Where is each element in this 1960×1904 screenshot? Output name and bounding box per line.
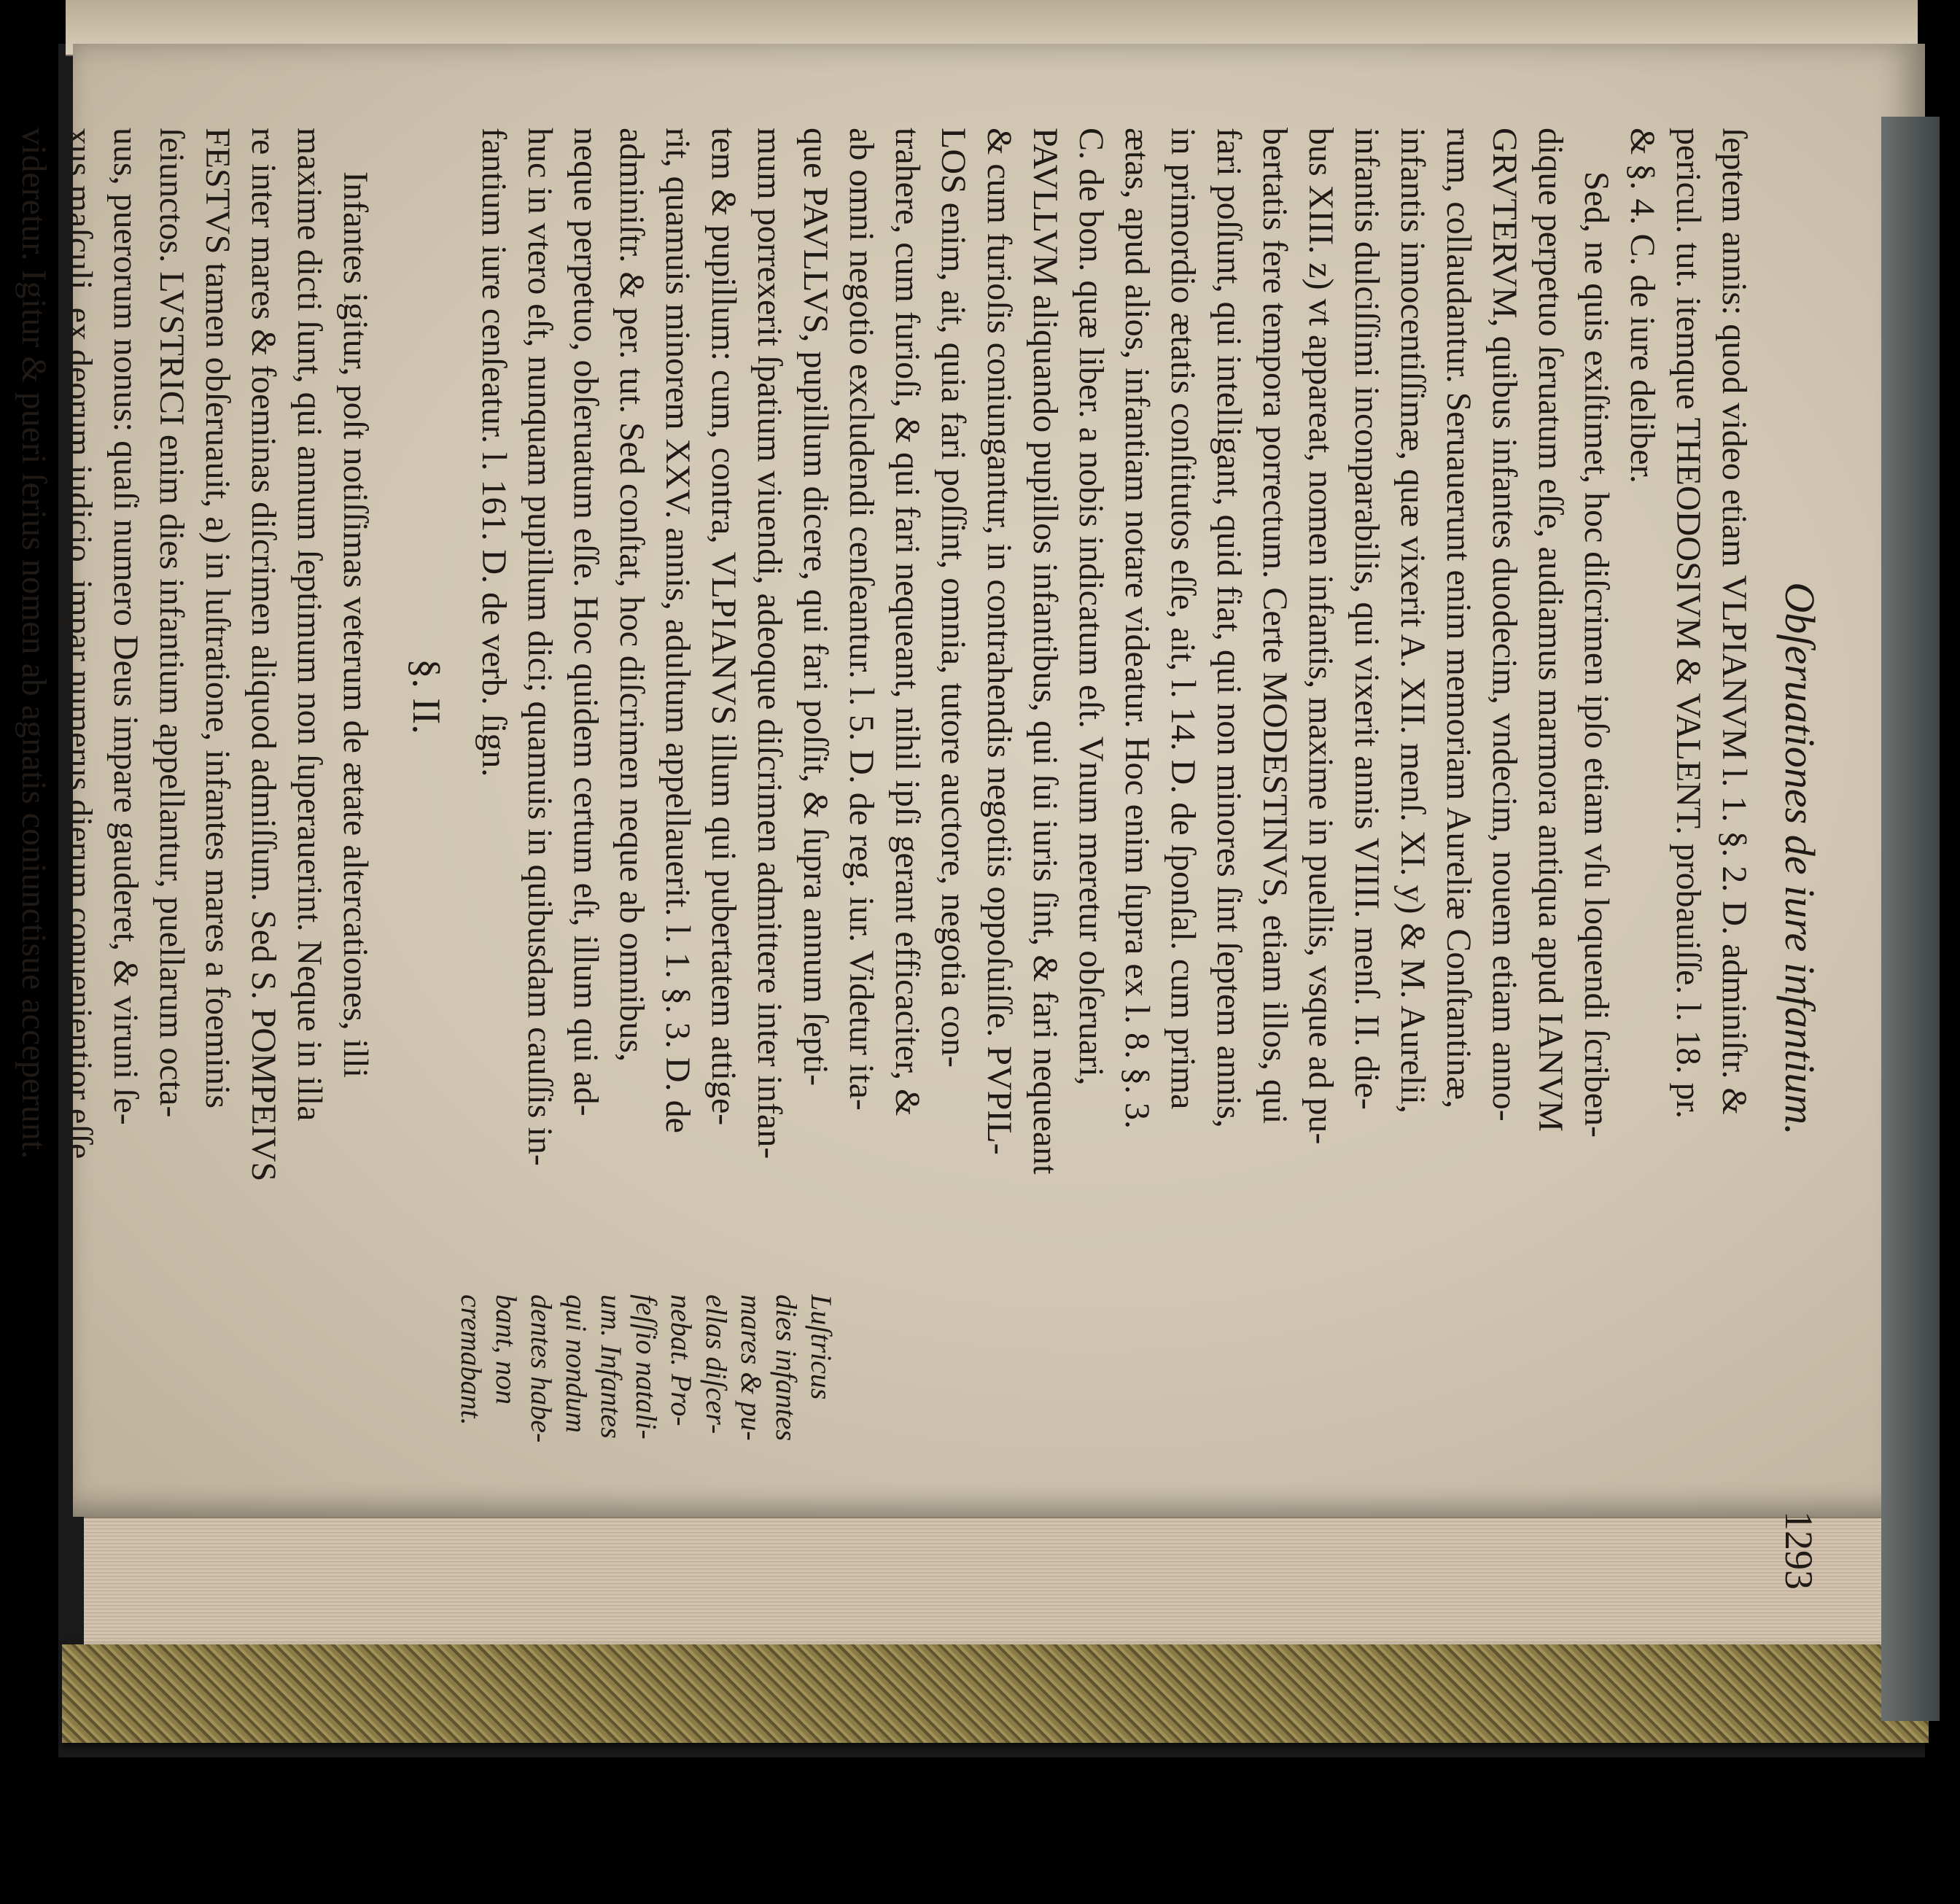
text-line: ætas, apud alios, infantiam notare videatur. Hoc enim ſupra ex l. 8. §. 3. bbox=[1118, 128, 1156, 1129]
section-heading: §. II. bbox=[405, 658, 448, 734]
margin-note-line: dies infantes bbox=[770, 1294, 803, 1442]
paragraph-block-one bbox=[471, 128, 1757, 1265]
text-line: que PAVLLVS, pupillum dicere, qui fari poſſit, & ſupra annum ſepti- bbox=[796, 128, 835, 1087]
margin-note-line: mares & pu- bbox=[735, 1294, 768, 1441]
text-line: tem & pupillum: cum, contra, VLPIANVS illum qui pubertatem attige- bbox=[704, 128, 743, 1126]
text-line: ab omni negotio excludendi cenſeantur. l. 5. D. de reg. iur. Videtur ita- bbox=[842, 128, 881, 1111]
text-line: adminiſtr. & per. tut. Sed conſtat, hoc diſcrimen neque ab omnibus, bbox=[612, 128, 651, 1062]
text-line: neque perpetuo, obſeruatum eſſe. Hoc quidem certum eſt, illum qui ad- bbox=[567, 128, 605, 1116]
margin-note-line: um. Infantes bbox=[595, 1294, 628, 1439]
text-line: GRVTERVM, quibus infantes duodecim, vndecim, nouem etiam anno- bbox=[1485, 128, 1524, 1122]
margin-note-line: feſſio natali- bbox=[630, 1294, 663, 1439]
margin-note-line: qui nondum bbox=[560, 1294, 593, 1433]
text-line: C. de bon. quæ liber. a nobis indicatum eſt. Vnum meretur obſeruari, bbox=[1072, 128, 1111, 1086]
page-number: 1293 bbox=[1777, 1511, 1821, 1590]
text-line: mum porrexerit ſpatium viuendi, adeoque diſcrimen admittere inter infan- bbox=[750, 128, 789, 1159]
margin-note-line: cremabant. bbox=[455, 1294, 488, 1426]
page-header bbox=[1765, 128, 1823, 1590]
main-text-column bbox=[0, 128, 1757, 1265]
text-line: fantium iure cenſeatur. l. 161. D. de verb. ſign. bbox=[475, 128, 513, 777]
text-line: & cum furioſis coniungantur, in contrahendis negotiis oppoſuiſſe. PVPIL- bbox=[980, 128, 1019, 1155]
margin-note-line: dentes habe- bbox=[525, 1294, 558, 1443]
text-line: uus, puerorum nonus: quaſi numero Deus impare gauderet, & viruni ſe- bbox=[106, 128, 145, 1125]
text-line: FESTVS tamen obſeruauit, a) in luſtratione, infantes mares a foeminis bbox=[198, 128, 237, 1109]
text-line: infantis innocentiſſimæ, quæ vixerit A. XII. menſ. XI. y) & M. Aurelii, bbox=[1393, 128, 1432, 1114]
text-line: dique perpetuo ſeruatum eſſe, audiamus marmora antiqua apud IANVM bbox=[1531, 128, 1570, 1132]
text-line: fari poſſunt, qui intelligant, quid fiat, qui non minores ſint ſeptem annis, bbox=[1210, 128, 1248, 1128]
text-line: huc in vtero eſt, nunquam pupillum dici; quamuis in quibusdam cauſſis in- bbox=[521, 128, 559, 1166]
book-cover-edge bbox=[62, 1644, 1929, 1743]
margin-note bbox=[0, 1294, 1757, 1557]
margin-note-line: Luſtricus bbox=[805, 1294, 838, 1400]
text-line: ſeptem annis: quod video etiam VLPIANVM l. 1. §. 2. D. adminiſtr. & bbox=[1715, 128, 1754, 1115]
text-line: PAVLLVM aliquando pupillos infantibus, qui ſui iuris ſint, & fari nequeant bbox=[1026, 128, 1065, 1175]
text-line: maxime dicti ſunt, qui annum ſeptimum non ſuperauerint. Neque in illa bbox=[290, 128, 329, 1122]
margin-note-line: nebat. Pro- bbox=[665, 1294, 698, 1426]
text-line: Infantes igitur, poſt notiſſimas veterum de ætate altercationes, illi bbox=[336, 171, 375, 1079]
text-line: pericul. tut. itemque THEODOSIVM & VALENT. probauiſſe. l. 18. pr. bbox=[1669, 128, 1708, 1119]
text-columns bbox=[0, 128, 1757, 1590]
text-line: trahere, cum furioſi, & qui fari nequeant, nihil ipſi gerant efficaciter, & bbox=[888, 128, 927, 1116]
running-title: Obſeruationes de iure infantium. bbox=[1776, 582, 1824, 1135]
text-line: infantis dulciſſimi inconparabilis, qui vixerit annis VIIII. menſ. II. die- bbox=[1348, 128, 1386, 1110]
book-spine bbox=[1881, 117, 1940, 1721]
paragraph-block-two bbox=[11, 128, 378, 1265]
text-line: ſeiunctos. LVSTRICI enim dies infantium appellantur, puellarum octa- bbox=[152, 128, 191, 1118]
margin-note-line: ellas diſcer- bbox=[700, 1294, 733, 1434]
text-line: rit, quamuis minorem XXV. annis, adultum appellauerit. l. 1. §. 3. D. de bbox=[658, 128, 697, 1133]
text-line: Sed, ne quis exiſtimet, hoc diſcrimen ipſo etiam vſu loquendi ſcriben- bbox=[1577, 171, 1616, 1138]
text-line: xus maſculi, ex deorum iudicio, impar numerus dierum conuenientior eſſe bbox=[61, 128, 99, 1159]
text-line: LOS enim, ait, quia fari poſſint, omnia, tutore auctore, negotia con- bbox=[934, 128, 973, 1068]
text-line: bertatis fere tempora porrectum. Certe MODESTINVS, etiam illos, qui bbox=[1256, 128, 1294, 1124]
text-line: & §. 4. C. de iure deliber. bbox=[1623, 128, 1662, 483]
text-line: re inter mares & foeminas diſcrimen aliquod admiſſum. Sed S. POMPEIVS bbox=[244, 128, 283, 1182]
margin-note-line: bant, non bbox=[490, 1294, 523, 1405]
text-line: rum, collaudantur. Seruauerunt enim memoriam Aureliæ Conſtantinæ, bbox=[1439, 128, 1478, 1109]
text-line: in primordio ætatis conſtitutos eſſe, ait, l. 14. D. de ſponſal. cum prima bbox=[1164, 128, 1202, 1110]
rotated-text-block bbox=[15, 128, 1824, 1590]
text-line: bus XIII. z) vt appareat, nomen infantis, maxime in puellis, vsque ad pu- bbox=[1302, 128, 1340, 1145]
text-line: videretur. Igitur & pueri ſerius nomen ab agnatis coniunctisue acceperunt. bbox=[15, 128, 53, 1159]
